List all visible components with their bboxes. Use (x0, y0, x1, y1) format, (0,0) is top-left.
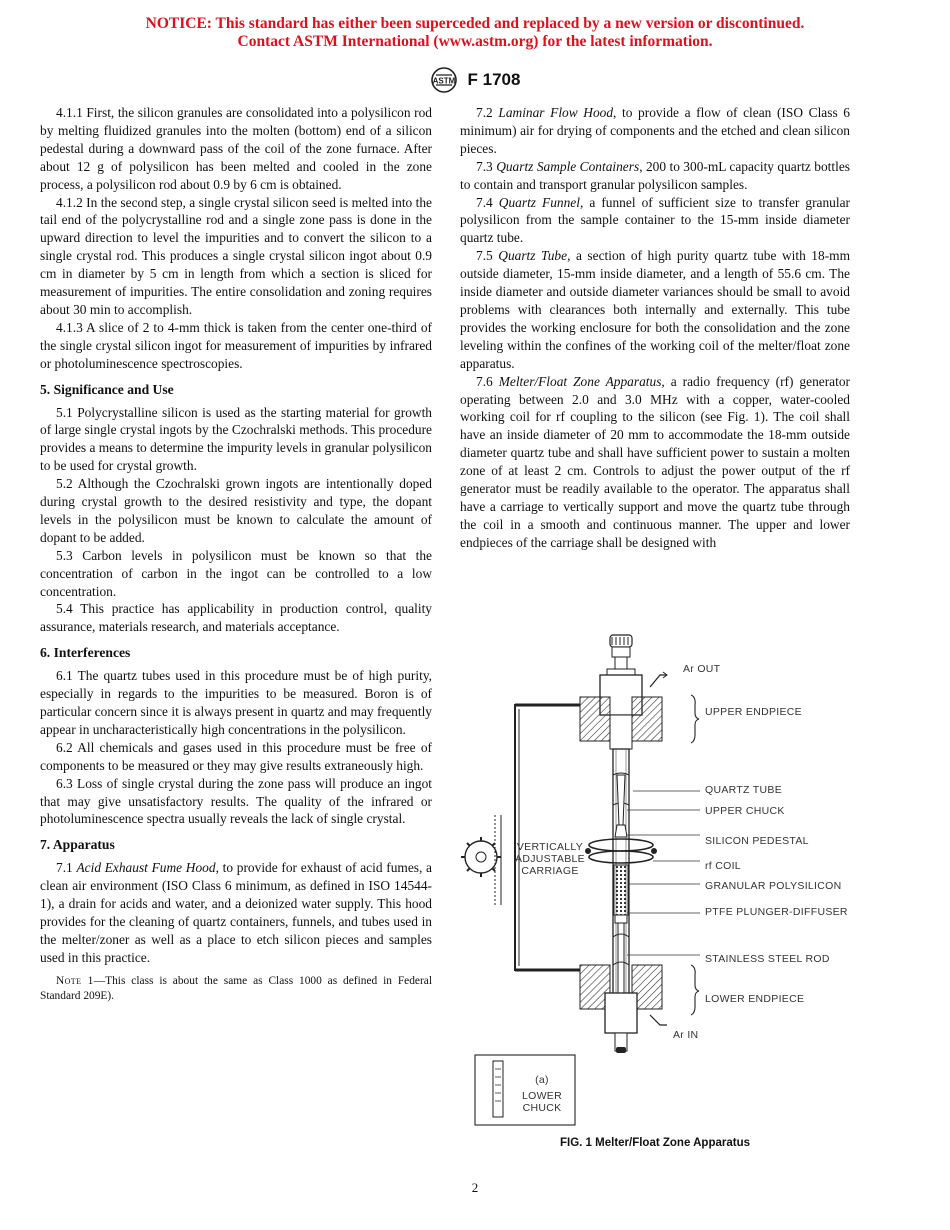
label-inset-a: (a) (535, 1074, 549, 1086)
figure-1-diagram (455, 625, 855, 1130)
standard-designation: F 1708 (467, 70, 521, 89)
term-laminar-flow-hood: Laminar Flow Hood (498, 105, 614, 120)
label-rf-coil: rf COIL (705, 860, 741, 872)
label-carriage-2: ADJUSTABLE (515, 853, 585, 865)
paragraph-5-4: 5.4 This practice has applicability in production control, quality assurance, materials research, and materials acceptance. (40, 601, 432, 635)
notice-banner (0, 15, 950, 51)
paragraph-5-2: 5.2 Although the Czochralski grown ingots are intentionally doped during crystal growth to the desired resistivity and type, the dopant levels in the polysilicon must be known to calculate the amount of dopant to be added. (40, 476, 432, 545)
label-upper-chuck: UPPER CHUCK (705, 805, 785, 817)
label-ptfe-plunger: PTFE PLUNGER-DIFFUSER (705, 906, 848, 918)
carriage-frame (515, 705, 580, 970)
paragraph-7-6: 7.6 Melter/Float Zone Apparatus, a radio frequency (rf) generator operating between 2.0 and 3.0 MHz with a copper, water-cooled working coil for rf coupling to the silicon (see Fig. 1). The coil shall have an inside diameter of 20 mm to accommodate the 18-mm outside diameter quartz tube and shall have sufficient power to sustain a molten zone of at least 2 cm. Controls to adjust the power output of the rf generator must be readily available to the operator. The apparatus shall have a carriage to vertically support and move the quartz tube through the coil in a smooth and continuous manner. The upper and lower endpieces of the carriage shall be designed with (460, 373, 850, 550)
left-column (40, 104, 432, 1004)
label-lower-endpiece: LOWER ENDPIECE (705, 993, 805, 1005)
apparatus-drawing (455, 625, 855, 1130)
paragraph-6-2: 6.2 All chemicals and gases used in this procedure must be free of components to be measured or they may give results extraneously high. (40, 739, 432, 773)
svg-text:ASTM: ASTM (432, 76, 455, 86)
astm-logo-icon (430, 66, 458, 94)
label-inset-lower: LOWER (521, 1090, 563, 1102)
section-heading-7: 7. Apparatus (40, 837, 115, 853)
paragraph-5-3: 5.3 Carbon levels in polysilicon must be known so that the concentration of carbon in the ingot can be controlled to a low concentration. (40, 547, 432, 599)
inset-lower-chuck (475, 1055, 575, 1125)
section-heading-6: 6. Interferences (40, 645, 131, 661)
label-silicon-pedestal: SILICON PEDESTAL (705, 835, 809, 847)
paragraph-7-5: 7.5 Quartz Tube, a section of high purity quartz tube with 18-mm outside diameter, 15-mm inside diameter, and a length of 55.6 cm. The inside diameter and outside diameter variances should be small to avoid problems with clearances both internally and externally. This tube provides the working enclosure for both the consolidation and the zone leveling within the confines of the working coil of the melter/float zone apparatus. (460, 248, 850, 371)
ptfe-plunger (615, 915, 627, 923)
paragraph-4-1-1: 4.1.1 First, the silicon granules are consolidated into a polysilicon rod by melting fluidized granules into the molten (bottom) end of a silicon pedestal during a downward pass of the coil of the zone furnace. After about 12 g of polysilicon has been melted and cooled in the zone process, a polysilicon rod about 0.9 by 6 cm is obtained. (40, 105, 432, 192)
term-melter-float-zone: Melter/Float Zone Apparatus (498, 373, 662, 389)
notice-line-1: NOTICE: This standard has either been superceded and replaced by a new version or discontinued. (145, 15, 805, 32)
label-carriage-3: CARRIAGE (521, 865, 579, 877)
paragraph-7-1: 7.1 Acid Exhaust Fume Hood, to provide for exhaust of acid fumes, a clean air environment (ISO Class 6 minimum, as defined in ISO 14544-1), a drain for acids and water, and a deionized water supply. This hood provides for the cleaning of quartz containers, funnels, and tubes used in the melter/zoner as well as a place to etch silicon pieces and samples used in this practice. (40, 860, 432, 965)
figure-caption: FIG. 1 Melter/Float Zone Apparatus (560, 1137, 750, 1149)
label-stainless-rod: STAINLESS STEEL ROD (705, 953, 830, 965)
label-upper-endpiece: UPPER ENDPIECE (705, 706, 802, 718)
section-heading-5: 5. Significance and Use (40, 381, 174, 397)
paragraph-7-2: 7.2 Laminar Flow Hood, to provide a flow of clean (ISO Class 6 minimum) air for drying of components and the etched and clean silicon pieces. (460, 105, 850, 156)
top-knob (607, 635, 635, 675)
paragraph-7-4: 7.4 Quartz Funnel, a funnel of sufficient size to transfer granular polysilicon from the sample container to the 15-mm inside diameter quartz tube. (460, 194, 850, 246)
gear-icon (461, 815, 501, 905)
label-ar-out: Ar OUT (683, 663, 721, 675)
paragraph-4-1-2: 4.1.2 In the second step, a single crystal silicon seed is melted into the tail end of the polycrystalline rod and a single zone pass is done in the upward direction to level the impurities and to convert the silicon to a single crystal rod. This produces a single crystal silicon ingot about 0.9 cm in diameter by 5 cm in length from which a section is sliced for measurement of impurities. The entire consolidation and zoning requires about 30 min to accomplish. (40, 194, 432, 317)
term-quartz-funnel: Quartz Funnel (498, 194, 580, 210)
label-carriage-1: VERTICALLY (516, 841, 584, 853)
paragraph-6-1: 6.1 The quartz tubes used in this procedure must be of high purity, especially in regards to the impurities to be measured. Boron is of particular concern since it is always present in quartz and may frequently appear in uncharacteristically high concentrations in the polysilicon. (40, 668, 432, 737)
paragraph-5-1: 5.1 Polycrystalline silicon is used as the starting material for growth of large single crystal ingots by the Czochralski methods. This procedure provides a means to determine the impurity levels in granular polysilicon to be used for crystal growth. (40, 404, 432, 474)
paragraph-7-3: 7.3 Quartz Sample Containers, 200 to 300-mL capacity quartz bottles to contain and transport granular polysilicon samples. (460, 158, 850, 192)
label-inset-chuck: CHUCK (522, 1102, 562, 1114)
paragraph-6-3: 6.3 Loss of single crystal during the zone pass will produce an ingot that may give unsatisfactory results. The quality of the infrared or photoluminescence spectra usually reveals the lack of single crystal. (40, 775, 432, 827)
term-quartz-tube: Quartz Tube (498, 248, 568, 264)
notice-line-2: Contact ASTM International (www.astm.org) for the latest information. (237, 33, 713, 50)
granular-polysilicon (614, 865, 628, 915)
term-fume-hood: Acid Exhaust Fume Hood (76, 860, 216, 876)
note-1: Note 1—This class is about the same as Class 1000 as defined in Federal Standard 209E). (40, 974, 432, 1002)
label-granular-polysilicon: GRANULAR POLYSILICON (705, 880, 842, 892)
leader-lines (627, 791, 700, 955)
term-quartz-sample-containers: Quartz Sample Containers (496, 158, 640, 174)
label-quartz-tube: QUARTZ TUBE (705, 784, 783, 796)
right-column (460, 104, 850, 552)
paragraph-4-1-3: 4.1.3 A slice of 2 to 4-mm thick is taken from the center one-third of the single crystal silicon ingot for measurement of impurities by infrared or photoluminescence spectroscopies. (40, 319, 432, 371)
upper-endpiece (580, 672, 699, 749)
label-ar-in: Ar IN (673, 1029, 699, 1041)
document-header (0, 66, 950, 94)
page-number: 2 (471, 1180, 479, 1195)
